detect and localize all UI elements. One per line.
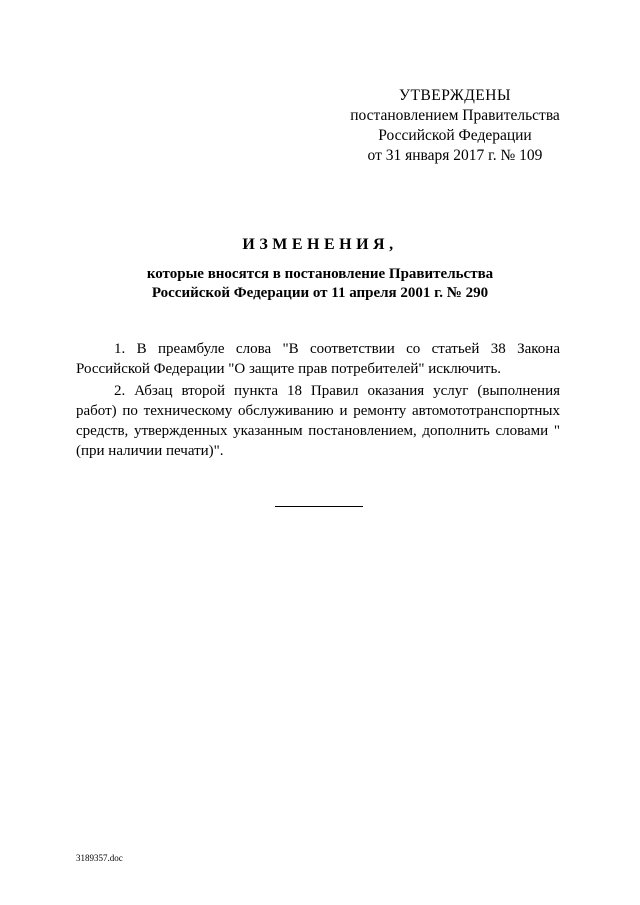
approval-line-2: Российской Федерации (378, 127, 532, 144)
paragraph-2: 2. Абзац второй пункта 18 Правил оказания услуг (выполнения работ) по техническому обслуживанию и ремонту автомототранспортных средств, утвержденных указанным постановлением, дополнить словами "(при наличии печати)". (76, 383, 560, 459)
subtitle-line-1: которые вносятся в постановление Правительства (146, 266, 494, 282)
approval-block (340, 86, 570, 166)
footer-filename: 3189357.doc (76, 853, 123, 863)
paragraph-1: 1. В преамбуле слова "В соответствии со статьей 38 Закона Российской Федерации "О защите прав потребителей" исключить. (76, 341, 560, 377)
approval-title: УТВЕРЖДЕНЫ (399, 87, 511, 104)
subtitle-line-2: Российской Федерации от 11 апреля 2001 г. № 290 (151, 285, 489, 301)
approval-line-3: от 31 января 2017 г. № 109 (367, 147, 543, 164)
approval-line-1: постановлением Правительства (350, 107, 560, 124)
document-title: ИЗМЕНЕНИЯ, (242, 236, 398, 253)
document-subtitle (70, 265, 570, 303)
end-divider (275, 506, 363, 507)
document-body (76, 339, 560, 463)
document-heading (70, 234, 570, 303)
